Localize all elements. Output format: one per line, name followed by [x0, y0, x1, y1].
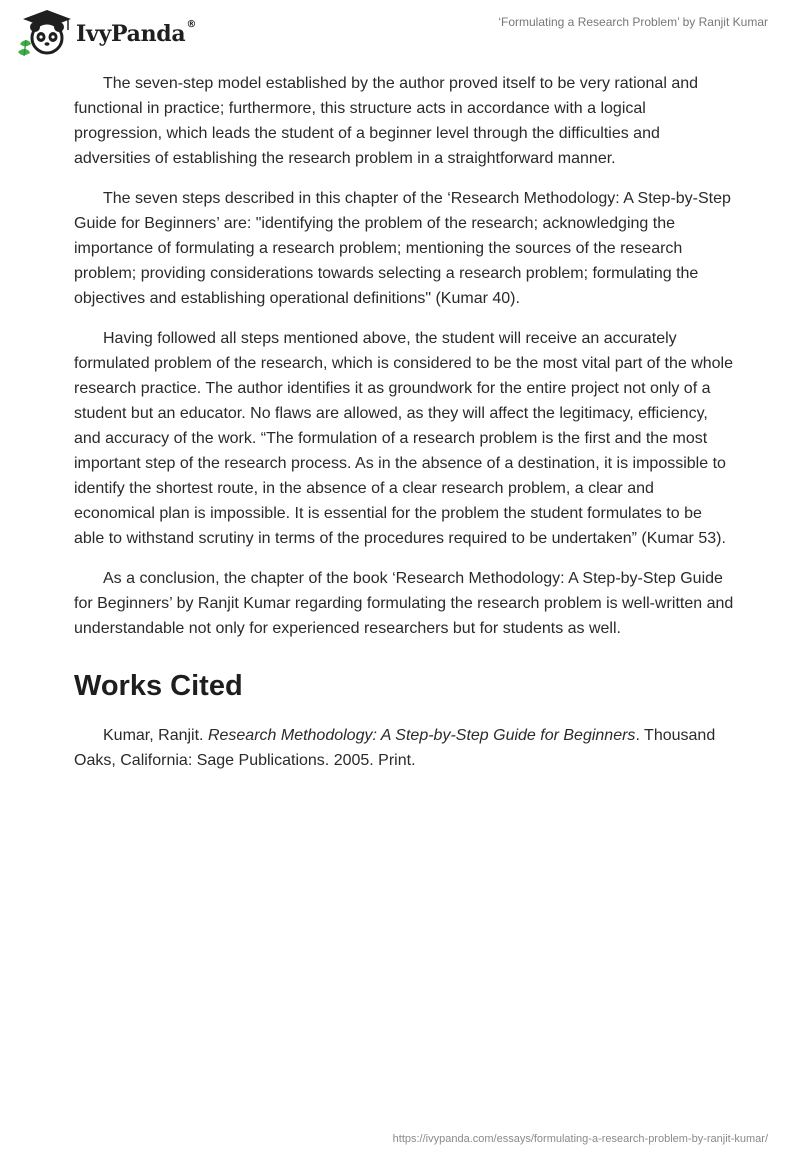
running-title: ‘Formulating a Research Problem’ by Ranjit Kumar — [498, 15, 768, 29]
citation-title-end: . — [635, 727, 640, 744]
ivypanda-logo[interactable] — [14, 6, 196, 58]
essay-content — [74, 71, 734, 773]
citation-author: Kumar, Ranjit. — [103, 727, 208, 744]
source-url[interactable]: https://ivypanda.com/essays/formulating-a-research-problem-by-ranjit-kumar/ — [392, 1133, 768, 1145]
body-paragraph: The seven-step model established by the author proved itself to be very rational and functional in practice; furthermore, this structure acts in accordance with a logical progression, which leads the student of a beginner level through the difficulties and adversities of establishing the research problem in a straightforward manner. — [74, 75, 699, 167]
body-paragraph: Having followed all steps mentioned above, the student will receive an accurately formulated problem of the research, which is considered to be the most vital part of the whole research practice. The author identifies it as groundwork for the entire project not only of a student but an educator. No flaws are allowed, as they will affect the legitimacy, efficiency, and accuracy of the work. “The formulation of a research problem is the first and the most important step of the research process. As in the absence of a destination, it is impossible to identify the shortest route, in the absence of a clear research problem, a clear and economical plan is impossible. It is essential for the problem the student formulates to be able to withstand scrutiny in terms of the procedures required to be undertaken” (Kumar 53). — [74, 330, 734, 547]
brand-name: IvyPanda® — [76, 19, 197, 47]
works-cited-heading: Works Cited — [74, 670, 243, 702]
registered-mark: ® — [186, 19, 197, 30]
citation-entry — [74, 723, 734, 773]
page-header — [0, 0, 800, 62]
citation-title: Research Methodology: A Step-by-Step Guide for Beginners — [207, 727, 636, 744]
body-paragraph: As a conclusion, the chapter of the book ‘Research Methodology: A Step-by-Step Guide for Beginners’ by Ranjit Kumar regarding formulating the research problem is well-written and understandable not only for experienced researchers but for students as well. — [74, 570, 734, 637]
panda-graduate-icon — [14, 6, 76, 58]
citation-publisher: Thousand Oaks, California: Sage Publications. 2005. Print. — [74, 727, 716, 769]
body-paragraph: The seven steps described in this chapter of the ‘Research Methodology: A Step-by-Step Guide for Beginners’ are: "identifying the problem of the research; acknowledging the importance of formulating a research problem; mentioning the sources of the research problem; providing considerations towards selecting a research problem; formulating the objectives and establishing operational definitions" (Kumar 40). — [74, 190, 731, 307]
